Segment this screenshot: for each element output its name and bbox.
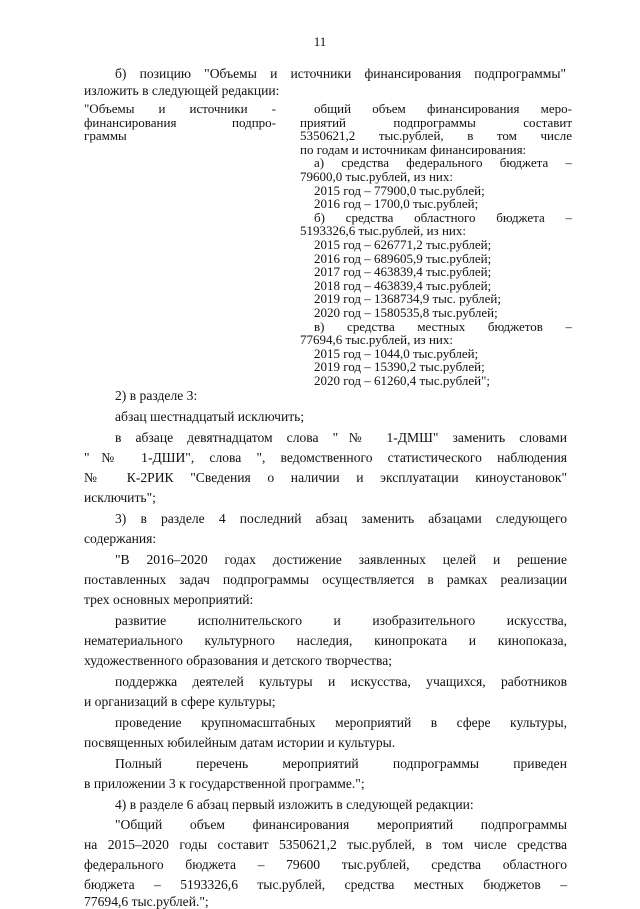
table-right-line: 5350621,2 тыс.рублей, в том числе xyxy=(300,128,572,144)
body-line: 2) в разделе 3: xyxy=(115,388,198,403)
table-right-line: 2015 год – 626771,2 тыс.рублей; xyxy=(314,236,492,252)
body-line: в приложении 3 к государственной программе."; xyxy=(84,776,365,791)
body-line: 3) в разделе 4 последний абзац заменить абзацами следующего xyxy=(115,511,567,526)
body-line: посвященных юбилейным датам истории и культуры. xyxy=(84,735,396,750)
table-right-line: 77694,6 тыс.рублей, из них: xyxy=(300,332,453,348)
table-right-line: б) средства областного бюджета – xyxy=(314,209,572,225)
page-number: 11 xyxy=(313,34,327,49)
body-line: нематериального культурного наследия, кинопроката и кинопоказа, xyxy=(84,633,567,648)
table-right-line: в) средства местных бюджетов – xyxy=(314,318,572,334)
body-line: бюджета – 5193326,6 тыс.рублей, средства местных бюджетов – xyxy=(84,877,567,892)
table-right-column xyxy=(300,102,572,387)
table-right-line: 2015 год – 1044,0 тыс.рублей; xyxy=(314,345,479,361)
table-right-line: 2017 год – 463839,4 тыс.рублей; xyxy=(314,264,492,280)
body-line: 77694,6 тыс.рублей."; xyxy=(84,894,209,909)
body-line: развитие исполнительского и изобразительного искусства, xyxy=(115,613,567,628)
body-line: Полный перечень мероприятий подпрограммы приведен xyxy=(115,756,567,771)
intro-line: изложить в следующей редакции: xyxy=(84,83,280,98)
body-line: абзац шестнадцатый исключить; xyxy=(115,409,305,424)
body-line: № К-2РИК "Сведения о наличии и эксплуатации киноустановок" xyxy=(84,470,567,485)
body-line: проведение крупномасштабных мероприятий в сфере культуры, xyxy=(115,715,567,730)
body-line: поддержка деятелей культуры и искусства, учащихся, работников xyxy=(115,674,567,689)
table-left-column xyxy=(84,102,276,143)
table-right-line: 2015 год – 77900,0 тыс.рублей; xyxy=(314,182,485,198)
body-line: содержания: xyxy=(84,531,157,546)
body-line: художественного образования и детского творчества; xyxy=(84,653,393,668)
body-line: "Общий объем финансирования мероприятий подпрограммы xyxy=(115,817,567,832)
table-right-line: а) средства федерального бюджета – xyxy=(314,155,572,171)
table-right-line: общий объем финансирования меро- xyxy=(314,101,572,116)
body-line: "В 2016–2020 годах достижение заявленных целей и решение xyxy=(115,552,567,567)
body-line: федерального бюджета – 79600 тыс.рублей, средства областного xyxy=(84,857,567,872)
table-right-line: 79600,0 тыс.рублей, из них: xyxy=(300,168,453,184)
table-right-line: 2019 год – 1368734,9 тыс. рублей; xyxy=(314,291,501,307)
body-line: поставленных задач подпрограммы осуществляется в рамках реализации xyxy=(84,572,567,587)
table-right-line: по годам и источникам финансирования: xyxy=(300,141,527,157)
table-left-line: финансирования подпро- xyxy=(84,114,276,130)
body-line: 4) в разделе 6 абзац первый изложить в следующей редакции: xyxy=(115,797,474,812)
table-left-line: "Объемы и источники - xyxy=(84,101,276,116)
table-right-line: 5193326,6 тыс.рублей, из них: xyxy=(300,223,466,239)
table-right-line: 2016 год – 1700,0 тыс.рублей; xyxy=(314,196,479,212)
table-right-line: 2020 год – 61260,4 тыс.рублей"; xyxy=(314,372,491,388)
table-right-line: 2018 год – 463839,4 тыс.рублей; xyxy=(314,277,492,293)
body-line: и организаций в сфере культуры; xyxy=(84,694,276,709)
intro-line: б) позицию "Объемы и источники финансирования подпрограммы" xyxy=(115,66,566,81)
body-line: на 2015–2020 годы составит 5350621,2 тыс.рублей, в том числе средства xyxy=(84,837,567,852)
table-right-line: 2019 год – 15390,2 тыс.рублей; xyxy=(314,359,485,375)
body-line: в абзаце девятнадцатом слова "№ 1-ДМШ" заменить словами xyxy=(115,430,567,445)
body-line: "№ 1-ДШИ", слова ", ведомственного статистического наблюдения xyxy=(84,450,567,465)
table-left-line: граммы xyxy=(84,128,127,144)
body-line: исключить"; xyxy=(84,490,156,505)
table-right-line: 2020 год – 1580535,8 тыс.рублей; xyxy=(314,304,498,320)
body-line: трех основных мероприятий: xyxy=(84,592,254,607)
table-right-line: 2016 год – 689605,9 тыс.рублей; xyxy=(314,250,492,266)
table-right-line: приятий подпрограммы составит xyxy=(300,114,572,130)
